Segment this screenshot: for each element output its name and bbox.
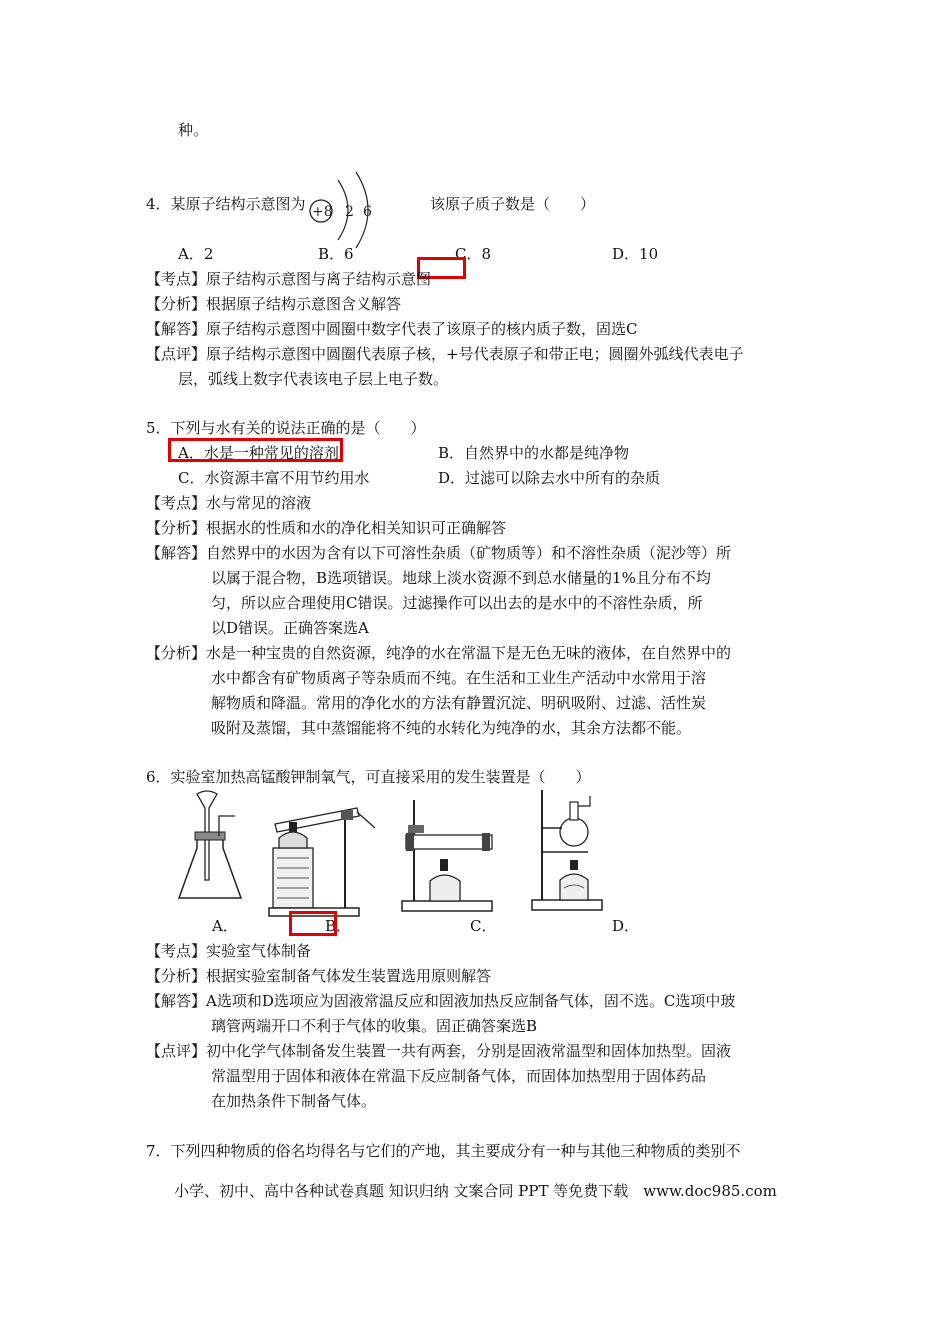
- q5-kaodian: 【考点】水与常见的溶液: [146, 494, 312, 512]
- q5-stem: 5．下列与水有关的说法正确的是（ ）: [146, 419, 426, 437]
- q5-fenxi2-line2: 水中都含有矿物质离子等杂质而不纯。在生活和工业生产活动中水常用于溶: [211, 669, 707, 687]
- apparatus-label-b: B．: [325, 917, 352, 935]
- q4-dianping-line2: 层，弧线上数字代表该电子层上电子数。: [178, 370, 449, 388]
- q4-fenxi: 【分析】根据原子结构示意图含义解答: [146, 295, 402, 313]
- q4-option-b: B．6: [318, 245, 354, 263]
- apparatus-a-conical-flask: [175, 788, 245, 908]
- top-fragment: 种。: [178, 121, 209, 139]
- apparatus-b-heated-test-tube: [265, 808, 380, 918]
- q4-jieda: 【解答】原子结构示意图中圆圈中数字代表了该原子的核内质子数，固选C: [146, 320, 638, 338]
- atom-nucleus-label: +8: [312, 204, 333, 220]
- q5-fenxi: 【分析】根据水的性质和水的净化相关知识可正确解答: [146, 519, 507, 537]
- q5-fenxi2-line1: 【分析】水是一种宝贵的自然资源，纯净的水在常温下是无色无味的液体，在自然界中的: [146, 644, 732, 662]
- q6-dianping-line1: 【点评】初中化学气体制备发生装置一共有两套，分别是固液常温型和固体加热型。固液: [146, 1042, 732, 1060]
- q5-jieda-line2: 以属于混合物，B选项错误。地球上淡水资源不到总水储量的1%且分布不均: [211, 569, 711, 587]
- q5-jieda-line4: 以D错误。正确答案选A: [211, 619, 369, 637]
- q5-option-a: A．水是一种常见的溶剂: [178, 444, 339, 462]
- q4-option-d: D．10: [612, 245, 659, 263]
- q5-option-c: C．水资源丰富不用节约用水: [178, 469, 370, 487]
- q6-jieda-line2: 璃管两端开口不利于气体的收集。固正确答案选B: [211, 1017, 538, 1035]
- page-footer: 小学、初中、高中各种试卷真题 知识归纳 文案合同 PPT 等免费下载 www.doc985.com: [174, 1182, 777, 1200]
- atom-shell-2-label: 6: [363, 204, 372, 220]
- q6-dianping-line2: 常温型用于固体和液体在常温下反应制备气体，而固体加热型用于固体药品: [211, 1067, 707, 1085]
- q6-kaodian: 【考点】实验室气体制备: [146, 942, 312, 960]
- answer-highlight-box: [168, 438, 343, 462]
- q5-fenxi2-line4: 吸附及蒸馏，其中蒸馏能将不纯的水转化为纯净的水，其余方法都不能。: [211, 719, 692, 737]
- q6-dianping-line3: 在加热条件下制备气体。: [211, 1092, 377, 1110]
- q5-option-d: D．过滤可以除去水中所有的杂质: [438, 469, 661, 487]
- answer-highlight-box: [289, 911, 337, 936]
- q5-jieda-line3: 匀，所以应合理使用C错误。过滤操作可以出去的是水中的不溶性杂质，所: [211, 594, 703, 612]
- q5-option-b: B．自然界中的水都是纯净物: [438, 444, 630, 462]
- q4-kaodian: 【考点】原子结构示意图与离子结构示意图: [146, 270, 432, 288]
- q7-stem: 7．下列四种物质的俗名均得名与它们的产地，其主要成分有一种与其他三种物质的类别不: [146, 1142, 741, 1160]
- apparatus-label-a: A．: [212, 917, 238, 935]
- atom-structure-diagram: [300, 168, 390, 228]
- q6-stem: 6．实验室加热高锰酸钾制氧气，可直接采用的发生装置是（ ）: [146, 768, 591, 786]
- q4-stem-after: 该原子质子数是（ ）: [430, 195, 596, 213]
- q5-jieda-line1: 【解答】自然界中的水因为含有以下可溶性杂质（矿物质等）和不溶性杂质（泥沙等）所: [146, 544, 732, 562]
- apparatus-label-d: D．: [612, 917, 640, 935]
- apparatus-label-c: C．: [470, 917, 497, 935]
- q4-option-c: C．8: [455, 245, 492, 263]
- apparatus-c-glass-tube: [398, 795, 498, 915]
- q4-dianping-line1: 【点评】原子结构示意图中圆圈代表原子核，+号代表原子和带正电；圆圈外弧线代表电子: [146, 345, 744, 363]
- q6-fenxi: 【分析】根据实验室制备气体发生装置选用原则解答: [146, 967, 492, 985]
- q6-jieda-line1: 【解答】A选项和D选项应为固液常温反应和固液加热反应制备气体，固不选。C选项中玻: [146, 992, 736, 1010]
- atom-shell-1-label: 2: [345, 204, 354, 220]
- q5-fenxi2-line3: 解物质和降温。常用的净化水的方法有静置沉淀、明矾吸附、过滤、活性炭: [211, 694, 707, 712]
- q4-option-a: A．2: [178, 245, 214, 263]
- q4-stem-before: 4．某原子结构示意图为: [146, 195, 306, 213]
- apparatus-d-round-flask: [528, 788, 618, 913]
